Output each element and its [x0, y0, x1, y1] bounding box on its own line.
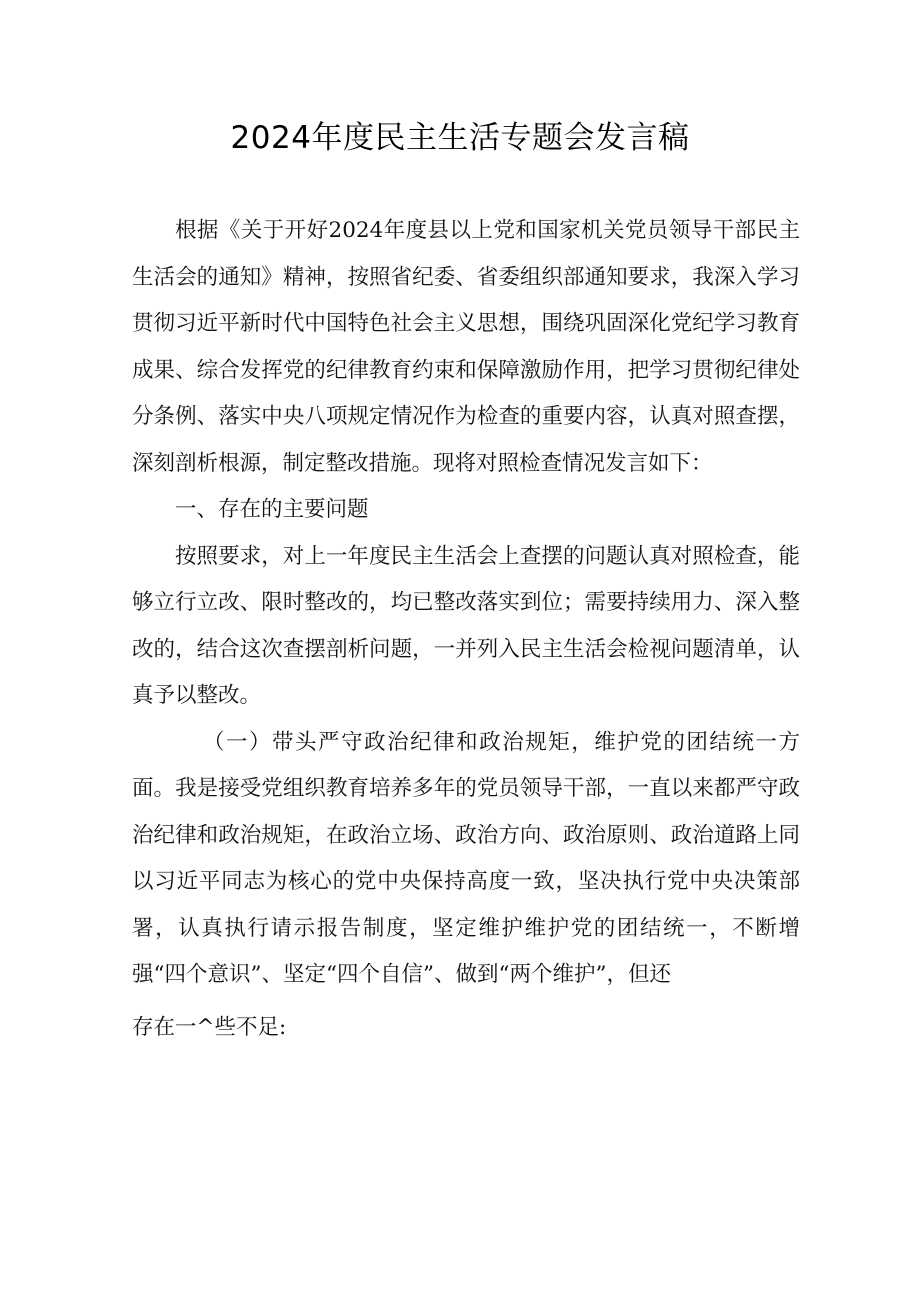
- section-paragraph: 按照要求，对上一年度民主生活会上查摆的问题认真对照检查，能够立行立改、限时整改的，均已整改落实到位；需要持续用力、深入整改的，结合这次查摆剖析问题，一并列入民主生活会检视问题清单，认真予以整改。: [132, 543, 800, 708]
- document-title: 2024年度民主生活专题会发言稿: [230, 120, 690, 156]
- continuation-line: 存在一^些不足:: [132, 1014, 287, 1040]
- subsection-paragraph: （一）带头严守政治纪律和政治规矩，维护党的团结统一方面。我是接受党组织教育培养多年的党员领导干部，一直以来都严守政治纪律和政治规矩，在政治立场、政治方向、政治原则、政治道路上同以习近平同志为核心的党中央保持高度一致，坚决执行党中央决策部署，认真执行请示报告制度，坚定维护维护党的团结统一，不断增强“四个意识”、坚定“四个自信”、做到“两个维护”，但还: [132, 729, 800, 987]
- section-heading: 一、存在的主要问题: [175, 497, 369, 522]
- intro-paragraph: 根据《关于开好2024年度县以上党和国家机关党员领导干部民主生活会的通知》精神，按照省纪委、省委组织部通知要求，我深入学习贯彻习近平新时代中国特色社会主义思想，围绕巩固深化党纪学习教育成果、综合发挥党的纪律教育约束和保障激励作用，把学习贯彻纪律处分条例、落实中央八项规定情况作为检查的重要内容，认真对照查摆，深刻剖析根源，制定整改措施。现将对照检查情况发言如下：: [132, 218, 800, 476]
- document-body: [132, 208, 800, 1051]
